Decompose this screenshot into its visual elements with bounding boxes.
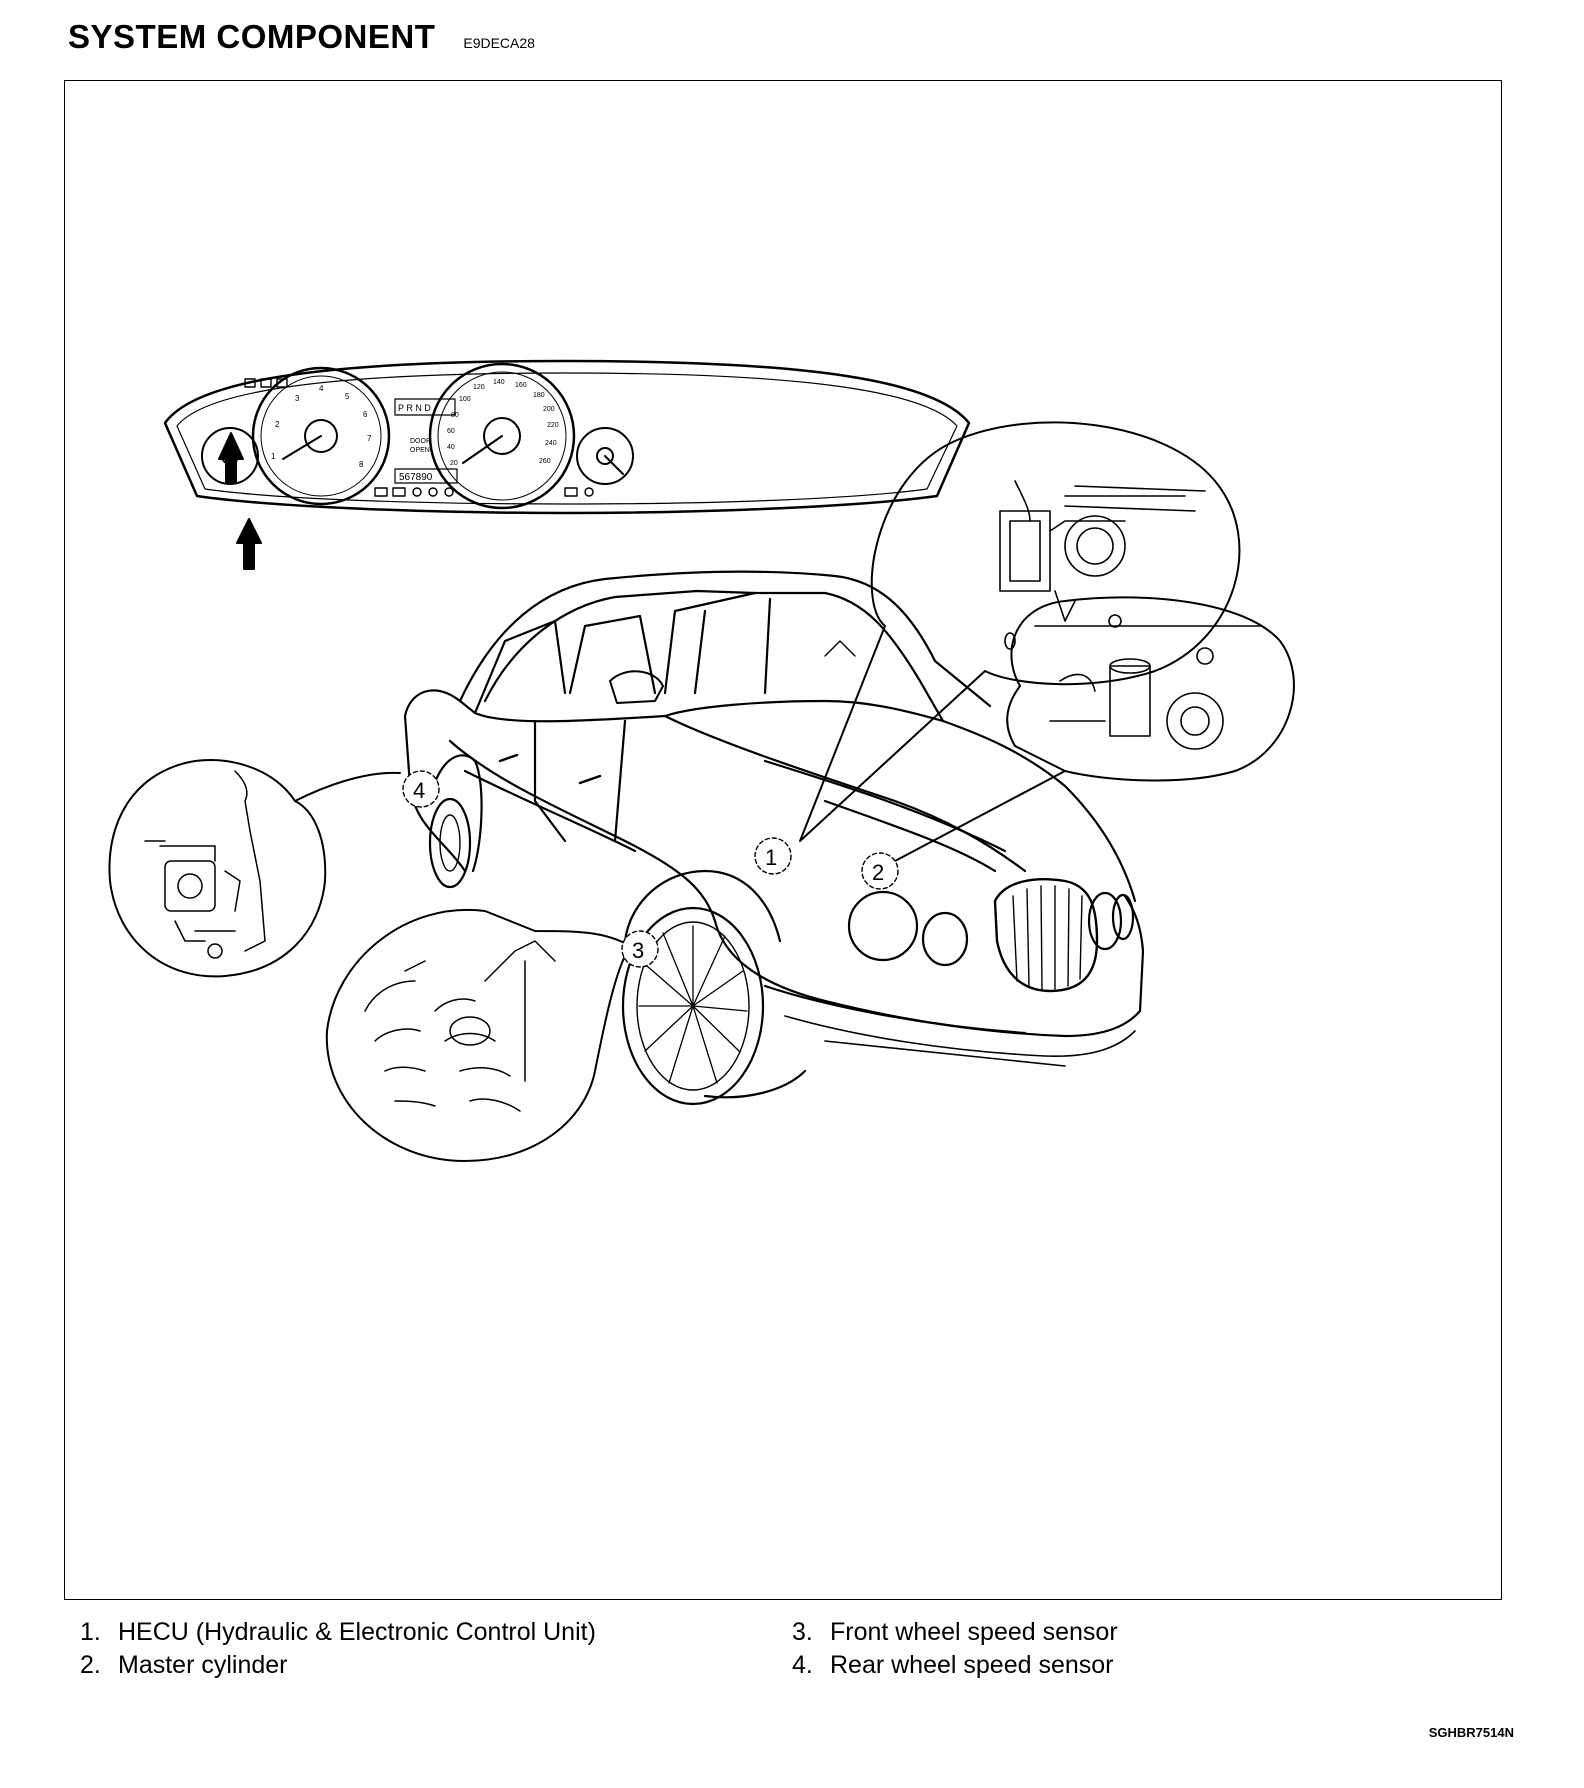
header <box>68 18 535 56</box>
callout-markers <box>403 771 898 967</box>
speed-tick-label: 80 <box>451 412 459 419</box>
callout-number-1: 1 <box>765 845 778 870</box>
gear-indicator: P R N D <box>398 403 431 413</box>
speed-tick-label: 160 <box>515 382 527 389</box>
speed-tick-label: 240 <box>545 440 557 447</box>
legend-text: Rear wheel speed sensor <box>830 1651 1114 1679</box>
detail-front-wheel-speed-sensor <box>327 910 630 1161</box>
rpm-tick-label: 8 <box>359 460 364 469</box>
door-open-label: DOOR <box>410 438 431 445</box>
door-open-label: OPEN <box>410 447 430 454</box>
rpm-tick-label: 3 <box>295 394 300 403</box>
legend-column-right <box>792 1616 1118 1682</box>
page-title: SYSTEM COMPONENT <box>68 18 436 55</box>
callout-number-3: 3 <box>632 938 645 963</box>
rpm-tick-label: 5 <box>345 392 350 401</box>
callout-number-4: 4 <box>413 778 426 803</box>
speed-tick-label: 220 <box>547 422 559 429</box>
section-code: E9DECA28 <box>463 35 535 51</box>
arrow-up-icon <box>237 519 261 569</box>
component-illustration <box>65 81 1503 1601</box>
speed-tick-label: 60 <box>447 428 455 435</box>
legend-text: HECU (Hydraulic & Electronic Control Unit) <box>118 1618 596 1646</box>
rpm-tick-label: 6 <box>363 410 368 419</box>
speed-tick-label: 120 <box>473 384 485 391</box>
arrow-up-icon <box>219 433 243 483</box>
legend-text: Front wheel speed sensor <box>830 1618 1118 1646</box>
rpm-tick-label: 7 <box>367 434 372 443</box>
legend-number: 2. <box>80 1651 101 1679</box>
rpm-tick-label: 4 <box>319 384 324 393</box>
legend-item-front-wheel-speed-sensor <box>792 1616 1118 1649</box>
legend-column-left <box>80 1616 596 1682</box>
speed-tick-label: 200 <box>543 406 555 413</box>
speed-tick-label: 180 <box>533 392 545 399</box>
legend-item-hecu <box>80 1616 596 1649</box>
legend-number: 3. <box>792 1618 813 1646</box>
rpm-tick-label: 1 <box>271 452 276 461</box>
speed-tick-label: 100 <box>459 396 471 403</box>
rpm-tick-label: 2 <box>275 420 280 429</box>
figure-code: SGHBR7514N <box>1428 1725 1514 1740</box>
legend-number: 4. <box>792 1651 813 1679</box>
figure-frame <box>64 80 1502 1600</box>
speed-tick-label: 140 <box>493 379 505 386</box>
legend-number: 1. <box>80 1618 101 1646</box>
speed-tick-label: 260 <box>539 458 551 465</box>
speed-tick-label: 20 <box>450 460 458 467</box>
callout-number-2: 2 <box>872 860 885 885</box>
odometer-readout: 567890 <box>399 472 433 483</box>
detail-rear-wheel-speed-sensor <box>109 760 400 976</box>
legend-item-rear-wheel-speed-sensor <box>792 1649 1118 1682</box>
instrument-cluster <box>165 361 969 569</box>
detail-hecu <box>800 422 1239 841</box>
legend-item-master-cylinder <box>80 1649 596 1682</box>
legend-text: Master cylinder <box>118 1651 288 1679</box>
speed-tick-label: 40 <box>447 444 455 451</box>
